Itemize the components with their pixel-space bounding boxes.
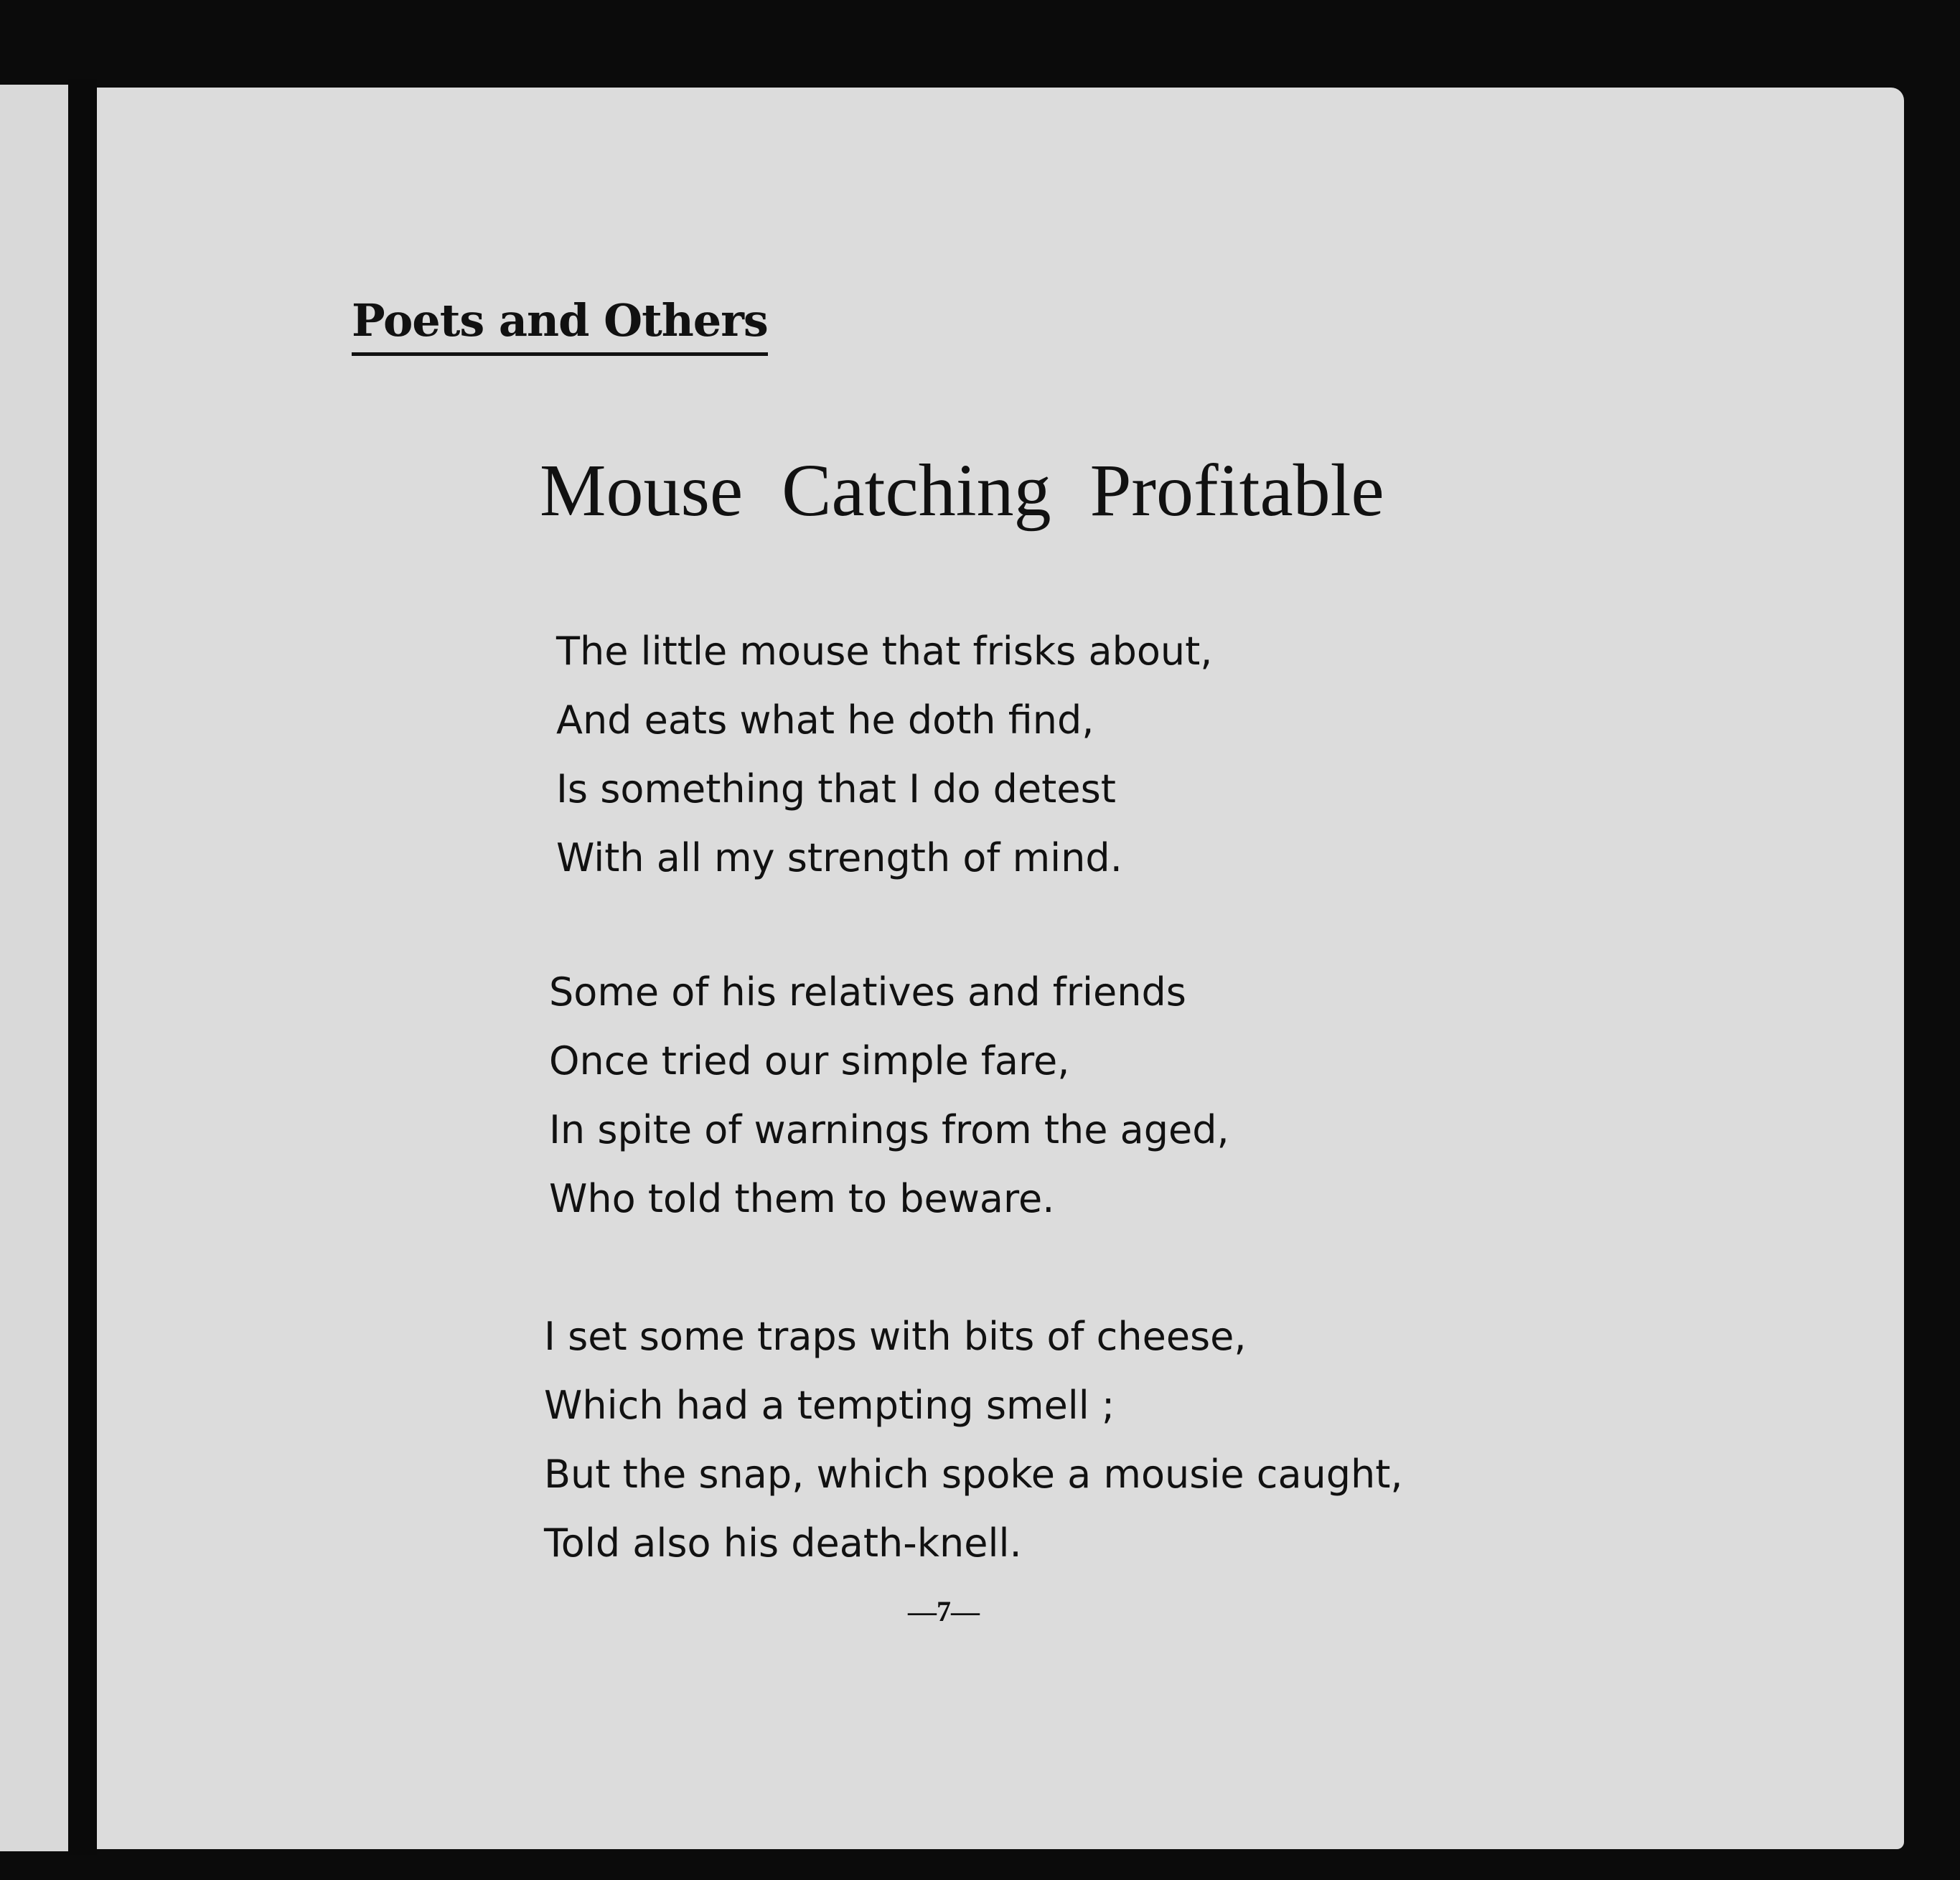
book-gutter: [68, 79, 97, 1855]
poem-line: In spite of warnings from the aged,: [549, 1107, 1229, 1152]
poem-line: And eats what he doth find,: [556, 697, 1094, 743]
poem-line: With all my strength of mind.: [556, 835, 1122, 880]
poem-line: Once tried our simple fare,: [549, 1038, 1070, 1084]
poem-line: But the snap, which spoke a mousie caught,: [544, 1452, 1403, 1497]
poem-line: Which had a tempting smell ;: [544, 1383, 1115, 1428]
page-number: —7—: [908, 1595, 980, 1627]
poem-line: Told also his death-knell.: [544, 1521, 1022, 1566]
poem-line: Is something that I do detest: [556, 766, 1116, 812]
poem-line: Who told them to beware.: [549, 1176, 1055, 1221]
poem-line: I set some traps with bits of cheese,: [544, 1314, 1247, 1359]
poem-title: Mouse Catching Profitable: [540, 449, 1384, 532]
poem-line: Some of his relatives and friends: [549, 969, 1186, 1015]
stanza-1: [556, 617, 1212, 893]
running-head: Poets and Others: [352, 294, 768, 356]
stanza-3: [544, 1302, 1403, 1578]
poem-line: The little mouse that frisks about,: [556, 629, 1213, 674]
stanza-2: [549, 958, 1229, 1233]
facing-page-edge: [0, 85, 68, 1851]
